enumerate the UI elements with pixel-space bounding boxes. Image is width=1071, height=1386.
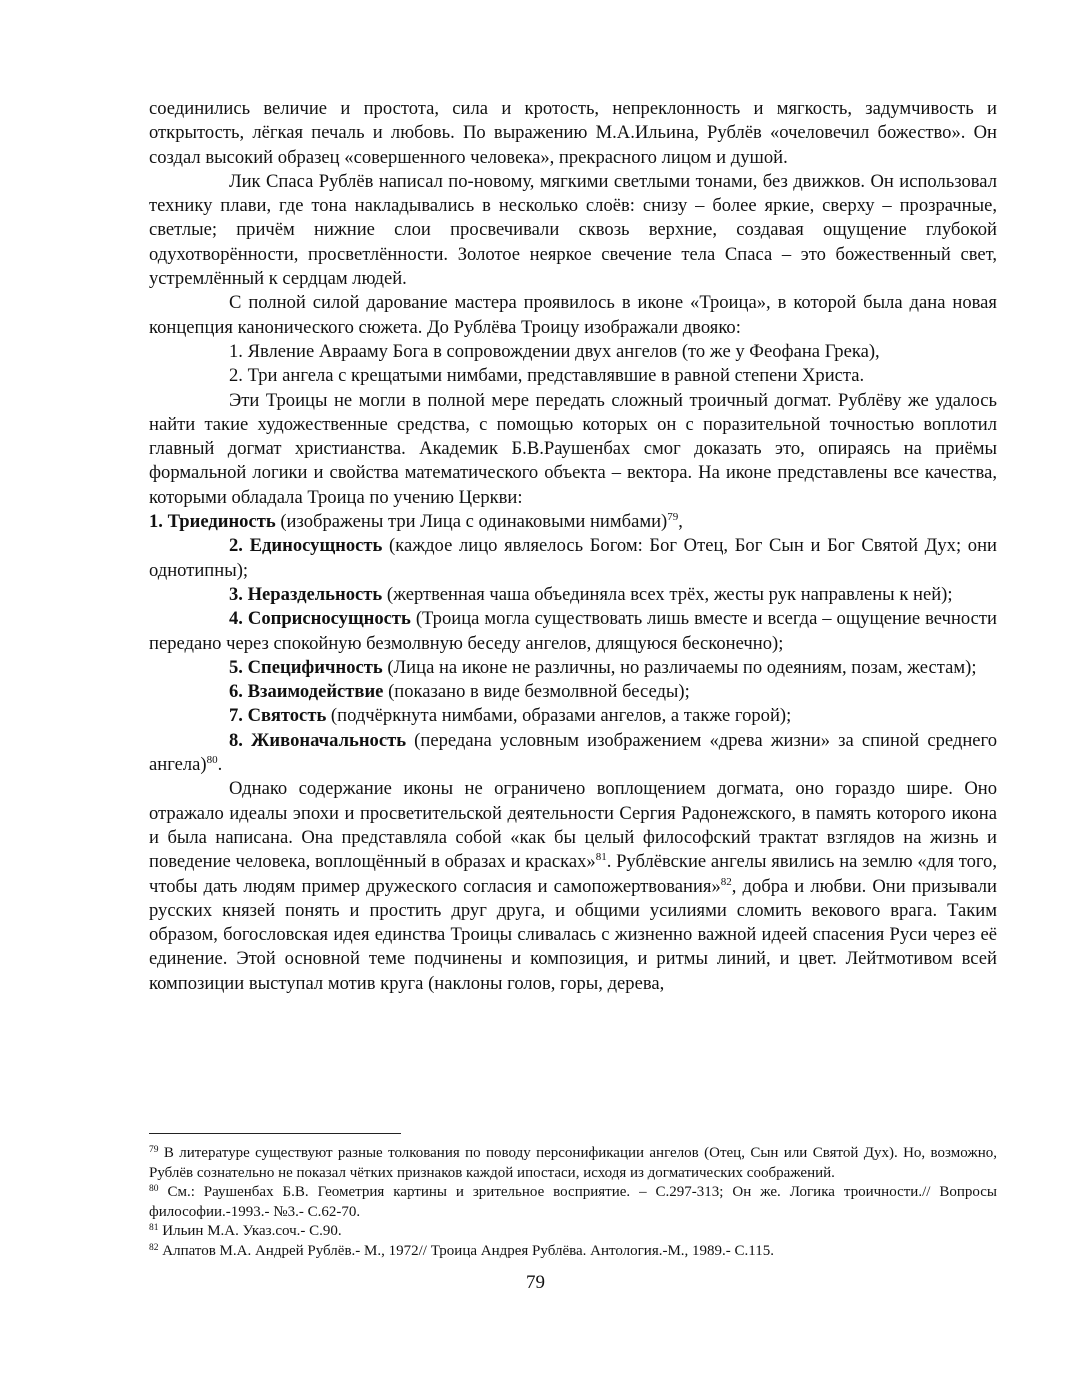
quality-item-7 xyxy=(149,704,997,728)
quality-term: 7. Святость xyxy=(229,705,327,727)
quality-text: (каждое лицо являелось Богом: Бог Отец, Бог Сын и Бог Святой Дух; они однотипны); xyxy=(149,535,997,581)
paragraph-5-part-b: . Рублёвские ангелы явились на землю «для того, чтобы дать людям пример дружеского согласия и самопожертвования» xyxy=(149,851,997,897)
quality-item-6 xyxy=(149,680,997,704)
footnote-text: Ильин М.А. Указ.соч.- С.90. xyxy=(158,1223,342,1239)
paragraph-5-part-a: Однако содержание иконы не ограничено воплощением догмата, оно гораздо шире. Оно отражало идеалы эпохи и просветительской деятельности Сергия Радонежского, в память которого икона и была написана. Она представляла собой «как бы целый философский трактат взглядов на жизнь и поведение человека, воплощённый в образах и красках» xyxy=(149,778,997,873)
quality-text: (передана условным изображением «древа жизни» за спиной среднего ангела) xyxy=(149,729,997,776)
quality-term: 1. Триединость xyxy=(149,511,276,533)
footnote-ref: 80 xyxy=(206,754,218,767)
quality-item-1 xyxy=(149,510,997,534)
footnote-number: 82 xyxy=(149,1242,159,1253)
list-item-2: 2. Три ангела с крещатыми нимбами, представлявшие в равной степени Христа. xyxy=(229,365,865,387)
footnote xyxy=(149,1183,997,1222)
footnote xyxy=(149,1222,997,1242)
footnote-ref: 82 xyxy=(720,875,732,888)
quality-term: 3. Нераздельность xyxy=(229,583,383,605)
footnote xyxy=(149,1242,997,1262)
paragraph-1: соединились величие и простота, сила и кротость, непреклонность и мягкость, задумчивость и открытость, лёгкая печаль и любовь. По выражению М.А.Ильина, Рублёв «очеловечил божество». Он создал высокий образец «совершенного человека», прекрасного лицом и душой. xyxy=(149,98,997,168)
footnote-number: 79 xyxy=(149,1145,159,1155)
list-item-1: 1. Явление Аврааму Бога в сопровождении двух ангелов (то же у Феофана Грека), xyxy=(229,340,880,362)
quality-after: , xyxy=(678,511,683,533)
paragraph-3: С полной силой дарование мастера проявилось в иконе «Троица», в которой была дана новая концепция канонического сюжета. До Рублёва Троицу изображали двояко: xyxy=(149,292,997,338)
footnote-number: 81 xyxy=(149,1223,159,1233)
quality-after: . xyxy=(217,754,223,776)
quality-text: (показано в виде безмолвной беседы); xyxy=(383,681,690,703)
quality-term: 4. Соприсносущность xyxy=(229,608,411,630)
footnote-number: 80 xyxy=(149,1184,159,1194)
footnote-ref: 81 xyxy=(595,851,607,864)
quality-text: (изображены три Лица с одинаковыми нимбами) xyxy=(275,511,668,533)
quality-text: (жертвенная чаша объединяла всех трёх, жесты рук направлены к ней); xyxy=(382,583,953,605)
quality-text: (Троица могла существовать лишь вместе и всегда – ощущение вечности передано через спокойную безмолвную беседу ангелов, длящуюся бесконечно); xyxy=(149,608,997,654)
paragraph-5-part-c: , добра и любви. Они призывали русских князей понять и простить друг друга, и общими усилиями сломить векового врага. Таким образом, богословская идея единства Троицы сливалась с жизненно важной идеей спасения Руси через её единение. Этой основной теме подчинены и композиция, и ритмы линий, и цвет. Лейтмотивом всей композиции выступал мотив круга (наклоны голов, горы, дерева, xyxy=(149,875,997,994)
paragraph-5 xyxy=(149,777,997,996)
quality-term: 2. Единосущность xyxy=(229,535,383,557)
footnote-ref: 79 xyxy=(667,511,679,524)
quality-item-2 xyxy=(149,534,997,583)
page-number: 79 xyxy=(526,1272,545,1293)
paragraph-2: Лик Спаса Рублёв написал по-новому, мягкими светлыми тонами, без движков. Он использовал технику плави, где тона накладывались в несколько слоёв: снизу – более яркие, сверху – прозрачные, светлые; причём нижние слои просвечивали сквозь верхние, создавая ощущение глубокой одухотворённости, просветлённости. Золотое неяркое свечение тела Спаса – это божественный свет, устремлённый к сердцам людей. xyxy=(149,170,997,290)
quality-item-8 xyxy=(149,729,997,778)
footnote-text: См.: Раушенбах Б.В. Геометрия картины и зрительное восприятие. – С.297-313; Он же. Логика троичности.// Вопросы философии.-1993.- №3.- С.62-70. xyxy=(149,1184,997,1220)
footnote-text: В литературе существуют разные толкования по поводу персонификации ангелов (Отец, Сын или Святой Дух). Но, возможно, Рублёв сознательно не показал чётких признаков каждой ипостаси, исходя из догматических соображений. xyxy=(149,1145,997,1181)
footnotes xyxy=(149,1144,997,1261)
quality-term: 8. Живоначальность xyxy=(229,729,407,751)
quality-term: 5. Специфичность xyxy=(229,656,383,678)
quality-text: (Лица на иконе не различны, но различаемы по одеяниям, позам, жестам); xyxy=(382,656,977,678)
footnote-text: Алпатов М.А. Андрей Рублёв.- М., 1972// Троица Андрея Рублёва. Антология.-М., 1989.- С.115. xyxy=(158,1242,774,1259)
paragraph-4: Эти Троицы не могли в полной мере передать сложный троичный догмат. Рублёву же удалось найти такие художественные средства, с помощью которых он с поразительной точностью воплотил главный догмат христианства. Академик Б.В.Раушенбах смог доказать это, опираясь на приёмы формальной логики и свойства математического объекта – вектора. На иконе представлены все качества, которыми обладала Троица по учению Церкви: xyxy=(149,389,997,508)
footnote-separator xyxy=(149,1133,401,1134)
quality-item-5 xyxy=(149,656,997,680)
footnote xyxy=(149,1144,997,1183)
quality-item-4 xyxy=(149,607,997,656)
main-text xyxy=(149,97,997,996)
quality-item-3 xyxy=(149,583,997,607)
quality-text: (подчёркнута нимбами, образами ангелов, а также горой); xyxy=(326,705,792,727)
quality-term: 6. Взаимодействие xyxy=(229,681,384,703)
